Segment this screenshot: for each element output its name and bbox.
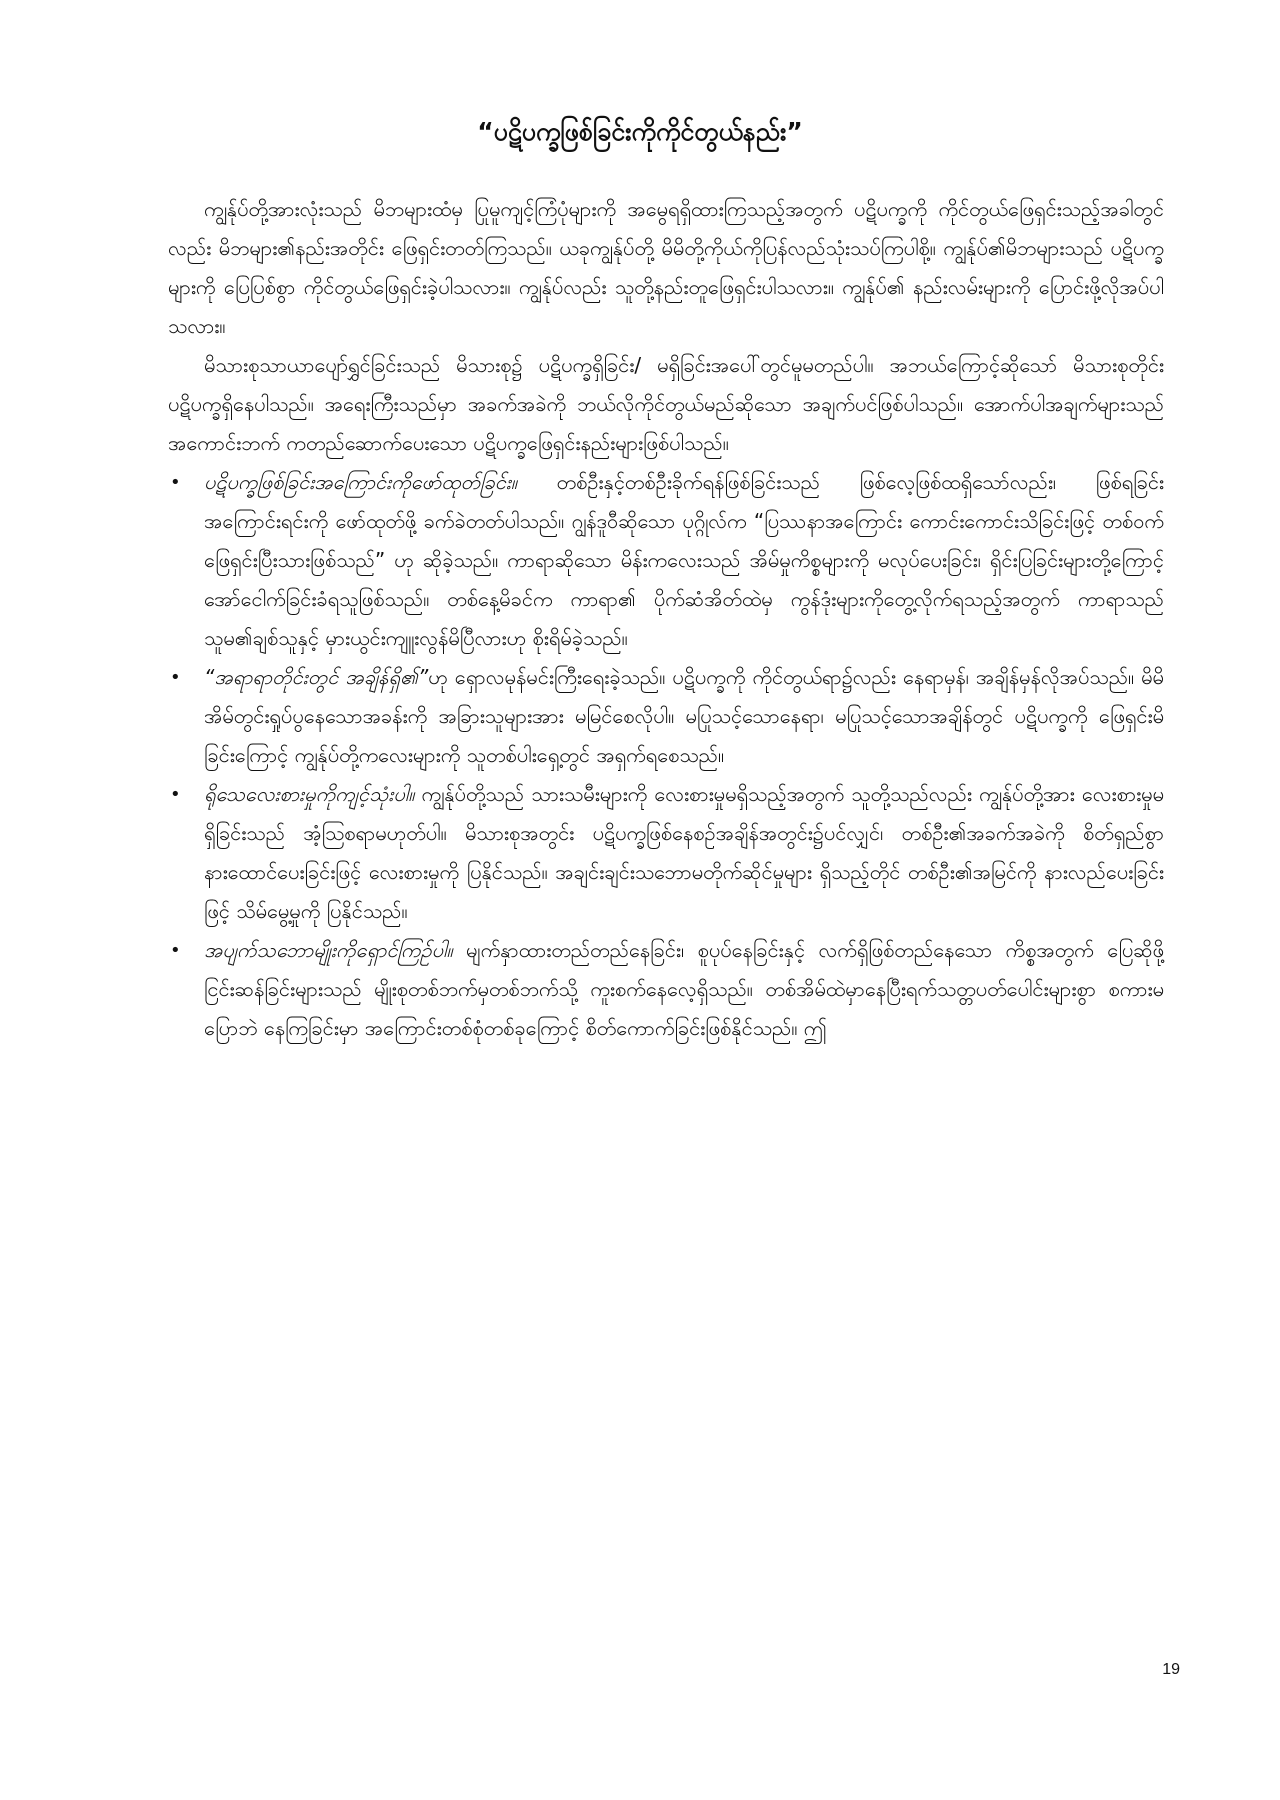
page-title: “ပဋိပက္ခဖြစ်ခြင်းကိုကိုင်တွယ်နည်း” [477, 117, 803, 146]
bullet-dot-icon: • [170, 667, 181, 688]
bullet-item-right-time [168, 658, 1164, 775]
bullet-dot-icon: • [170, 940, 181, 961]
paragraph-2: မိသားစုသာယာပျော်ရွှင်ခြင်းသည် မိသားစု၌ ပဋိပက္ခရှိခြင်း/ မရှိခြင်းအပေါ်တွင်မူမတည်ပါ။ အဘယ်ကြောင့်ဆိုသော် မိသားစုတိုင်းပဋိပက္ခရှိနေပါသည်။ အရေးကြီးသည်မှာ အခက်အခဲကို ဘယ်လိုကိုင်တွယ်မည်ဆိုသော အချက်ပင်ဖြစ်ပါသည်။ အောက်ပါအချက်များသည် အကောင်းဘက် ကတည်ဆောက်ပေးသော ပဋိပက္ခဖြေရှင်းနည်းများဖြစ်ပါသည်။ [168, 353, 1164, 455]
bullet-item-respect [168, 775, 1164, 931]
bullet-dot-icon: • [170, 472, 181, 493]
bullet-dot-icon: • [170, 784, 181, 805]
bullet-list [168, 463, 1164, 1048]
bullet-lead: အပျက်သဘောမျိုးကိုရှောင်ကြဉ်ပါ။ [204, 938, 453, 962]
page-number: 19 [1162, 1661, 1180, 1678]
paragraph-1: ကျွန်ုပ်တို့အားလုံးသည် မိဘများထံမှ ပြုမူကျင့်ကြံပုံများကို အမွေရရှိထားကြသည့်အတွက် ပဋိပက္ခကို ကိုင်တွယ်ဖြေရှင်းသည့်အခါတွင်လည်း မိဘများ၏နည်းအတိုင်း ဖြေရှင်းတတ်ကြသည်။ ယခုကျွန်ုပ်တို့ မိမိတို့ကိုယ်ကိုပြန်လည်သုံးသပ်ကြပါစို့။ ကျွန်ုပ်၏မိဘများသည် ပဋိပက္ခများကို ပြေပြစ်စွာ ကိုင်တွယ်ဖြေရှင်းခဲ့ပါသလား။ ကျွန်ုပ်လည်း သူတို့နည်းတူဖြေရှင်းပါသလား။ ကျွန်ုပ်၏ နည်းလမ်းများကို ပြောင်းဖို့လိုအပ်ပါသလား။ [168, 197, 1164, 338]
bullet-text: ကျွန်ုပ်တို့သည် သားသမီးများကို လေးစားမှုမရှိသည့်အတွက် သူတို့သည်လည်း ကျွန်ုပ်တို့အား လေးစားမှုမရှိခြင်းသည် အံ့သြစရာမဟုတ်ပါ။ မိသားစုအတွင်း ပဋိပက္ခဖြစ်နေစဉ်အချိန်အတွင်း၌ပင်လျှင်၊ တစ်ဦး၏အခက်အခဲကို စိတ်ရှည်စွာနားထောင်ပေးခြင်းဖြင့် လေးစားမှုကို ပြနိုင်သည်။ အချင်းချင်းသဘောမတိုက်ဆိုင်မှုများ ရှိသည့်တိုင် တစ်ဦး၏အမြင်ကို နားလည်ပေးခြင်းဖြင့် သိမ်မွေ့မှုကို ပြနိုင်သည်။ [204, 782, 1164, 923]
bullet-item-identify-cause [168, 463, 1164, 658]
body-text [168, 190, 1164, 1048]
bullet-item-avoid-negativity [168, 931, 1164, 1048]
bullet-text: ဟု ရှောလမုန်မင်းကြီးရေးခဲ့သည်။ ပဋိပက္ခကို ကိုင်တွယ်ရာ၌လည်း နေရာမှန်၊ အချိန်မှန်လိုအပ်သည်။ မိမိအိမ်တွင်းရှုပ်ပွနေသောအခန်းကို အခြားသူများအား မမြင်စေလိုပါ။ မပြုသင့်သောနေရာ၊ မပြုသင့်သောအချိန်တွင် ပဋိပက္ခကို ဖြေရှင်းမိခြင်းကြောင့် ကျွန်ုပ်တို့ကလေးများကို သူတစ်ပါးရှေ့တွင် အရှက်ရစေသည်။ [204, 665, 1164, 767]
bullet-lead: ပဋိပက္ခဖြစ်ခြင်းအကြောင်းကိုဖော်ထုတ်ခြင်း။ [204, 470, 517, 494]
bullet-text: တစ်ဦးနှင့်တစ်ဦးခိုက်ရန်ဖြစ်ခြင်းသည် ဖြစ်လေ့ဖြစ်ထရှိသော်လည်း၊ ဖြစ်ရခြင်းအကြောင်းရင်းကို ဖော်ထုတ်ဖို့ ခက်ခဲတတ်ပါသည်။ ဂျွန်ဒူဝီဆိုသော ပုဂ္ဂိုလ်က “ပြဿနာအကြောင်း ကောင်းကောင်းသိခြင်းဖြင့် တစ်ဝက်ဖြေရှင်းပြီးသားဖြစ်သည်” ဟု ဆိုခဲ့သည်။ ကာရာဆိုသော မိန်းကလေးသည် အိမ်မှုကိစ္စများကို မလုပ်ပေးခြင်း၊ ရှိင်းပြခြင်းများတို့ကြောင့် အော်ငေါက်ခြင်းခံရသူဖြစ်သည်။ တစ်နေ့မိခင်က ကာရာ၏ ပိုက်ဆံအိတ်ထဲမှ ကွန်ဒုံးများကိုတွေ့လိုက်ရသည့်အတွက် ကာရာသည် သူမ၏ချစ်သူနှင့် မှားယွင်းကျူးလွန်မိပြီလားဟု စိုးရိမ်ခဲ့သည်။ [204, 470, 1164, 650]
bullet-text: မျက်နှာထားတည်တည်နေခြင်း၊ စူပုပ်နေခြင်းနှင့် လက်ရှိဖြစ်တည်နေသော ကိစ္စအတွက် ပြေဆိုဖို့ ငြင်းဆန်ခြင်းများသည် မျိုးစုတစ်ဘက်မှတစ်ဘက်သို့ ကူးစက်နေလေ့ရှိသည်။ တစ်အိမ်ထဲမှာနေပြီးရက်သတ္တပတ်ပေါင်းများစွာ စကားမပြောဘဲ နေကြခြင်းမှာ အကြောင်းတစ်စုံတစ်ခုကြောင့် စိတ်ကောက်ခြင်းဖြစ်နိုင်သည်။ ဤ [204, 938, 1164, 1040]
bullet-lead: “အရာရာတိုင်းတွင် အချိန်ရှိ၏” [204, 665, 429, 689]
bullet-lead: ရိုသေလေးစားမှုကိုကျင့်သုံးပါ။ [204, 782, 415, 806]
